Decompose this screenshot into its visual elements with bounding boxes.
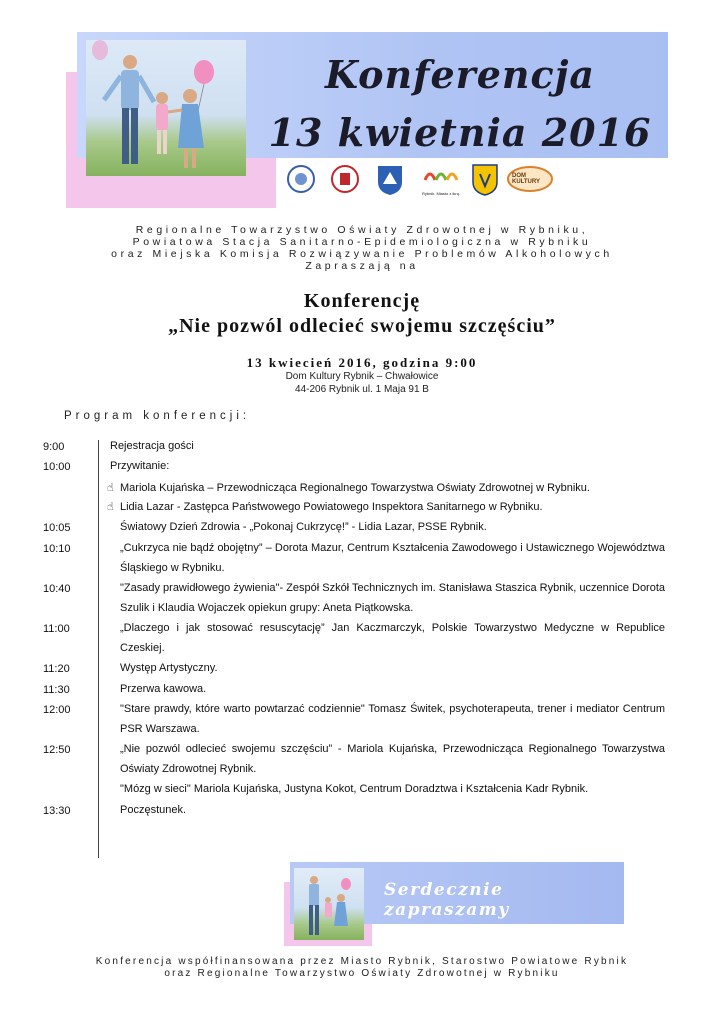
- program-item: Światowy Dzień Zdrowia - „Pokonaj Cukrzycę!” - Lidia Lazar, PSSE Rybnik.: [120, 521, 487, 533]
- intro-line: Zapraszają na: [305, 260, 419, 272]
- slask-herb-logo: [472, 164, 498, 201]
- program-item: „Nie pozwól odlecieć swojemu szczęściu” - Mariola Kujańska, Przewodnicząca Regionalnego Towarzystwa Oświaty Zdrowotnej Rybnik.: [120, 743, 665, 775]
- header-title-line2: 13 kwietnia 2016: [268, 110, 652, 155]
- conference-title: Konferencję: [303, 290, 421, 312]
- conference-subtitle: „Nie pozwól odlecieć swojemu szczęściu”: [168, 315, 556, 337]
- program-item: "Mózg w sieci" Mariola Kujańska, Justyna Kokot, Centrum Doradztwa i Kształcenia Kadr Rybnik.: [120, 783, 589, 795]
- funding-note: [40, 956, 684, 980]
- organizers-intro: [60, 224, 664, 272]
- program-divider: [98, 440, 99, 858]
- rybnik-logo-caption: Rybnik. Miasto z ikrą.: [422, 191, 461, 196]
- invitation-banner: [284, 862, 624, 946]
- program-item: Rejestracja gości: [110, 440, 194, 452]
- program-item: „Cukrzyca nie bądź obojętny” – Dorota Mazur, Centrum Kształcenia Zawodowego i Ustawicznego Województwa Śląskiego w Rybniku.: [120, 542, 665, 574]
- program-time: 9:00: [43, 441, 65, 453]
- program-time: 12:00: [43, 704, 71, 716]
- program-item: "Zasady prawidłowego żywienia"- Zespół Szkół Technicznych im. Stanisława Staszica Rybnik, uczennice Dorota Szulik i Klaudia Wojaczek opiekun grupy: Aneta Piątkowska.: [120, 582, 666, 614]
- psse-logo: [330, 164, 360, 199]
- program-time: 11:30: [43, 684, 70, 696]
- program-heading: Program konferencji:: [64, 410, 251, 422]
- program-time: 11:00: [43, 623, 70, 635]
- family-photo: [86, 40, 246, 176]
- program-item: Mariola Kujańska – Przewodnicząca Regionalnego Towarzystwa Oświaty Zdrowotnej w Rybniku.: [120, 482, 590, 494]
- intro-line: oraz Miejska Komisja Rozwiązywanie Problemów Alkoholowych: [111, 248, 613, 260]
- funding-line: Konferencja współfinansowana przez Miasto Rybnik, Starostwo Powiatowe Rybnik: [95, 956, 629, 967]
- family-photo-small: [294, 868, 364, 940]
- dom-kultury-caption: DOM KULTURY: [512, 173, 540, 185]
- header-title-line1: Konferencja: [324, 52, 596, 97]
- intro-line: Powiatowa Stacja Sanitarno-Epidemiologiczna w Rybniku: [132, 236, 592, 248]
- rybnik-logo: [422, 164, 462, 196]
- bullet-icon: ☝: [107, 501, 114, 513]
- program-item: „Dlaczego i jak stosować resuscytację” Jan Kaczmarczyk, Polskie Towarzystwo Medyczne w Republice Czeskiej.: [120, 622, 665, 654]
- sponsor-logos: [282, 164, 562, 204]
- program-time: 13:30: [43, 805, 71, 817]
- rtoz-logo: [286, 164, 316, 199]
- conference-heading: [60, 289, 664, 339]
- intro-line: Regionalne Towarzystwo Oświaty Zdrowotnej w Rybniku,: [135, 224, 589, 236]
- program-item: "Stare prawdy, które warto powtarzać codziennie" Tomasz Świtek, psychoterapeuta, trener i mediator Centrum PSR Warszawa.: [120, 703, 665, 735]
- funding-line: oraz Regionalne Towarzystwo Oświaty Zdrowotnej w Rybniku: [164, 968, 560, 979]
- program-item: Przerwa kawowa.: [120, 683, 207, 695]
- invite-text: Serdecznie zapraszamy: [384, 880, 510, 920]
- program-item: Występ Artystyczny.: [120, 662, 218, 674]
- program-time: 11:20: [43, 663, 70, 675]
- venue-address: 44-206 Rybnik ul. 1 Maja 91 B: [295, 383, 429, 395]
- program-item: Lidia Lazar - Zastępca Państwowego Powiatowego Inspektora Sanitarnego w Rybniku.: [120, 501, 543, 513]
- program-item: Poczęstunek.: [120, 804, 187, 816]
- program-time: 10:05: [43, 522, 71, 534]
- event-venue: [60, 371, 664, 396]
- bullet-icon: ☝: [107, 482, 114, 494]
- powiat-rybnicki-logo: [376, 164, 404, 201]
- program-time: 10:00: [43, 461, 71, 473]
- program-time: 10:10: [43, 543, 71, 555]
- dom-kultury-logo: [506, 164, 554, 199]
- program-time: 10:40: [43, 583, 71, 595]
- program-time: 12:50: [43, 744, 71, 756]
- event-date: 13 kwiecień 2016, godzina 9:00: [246, 355, 478, 370]
- header-title: [260, 46, 660, 162]
- venue-name: Dom Kultury Rybnik – Chwałowice: [285, 371, 439, 382]
- program-item: Przywitanie:: [110, 460, 170, 472]
